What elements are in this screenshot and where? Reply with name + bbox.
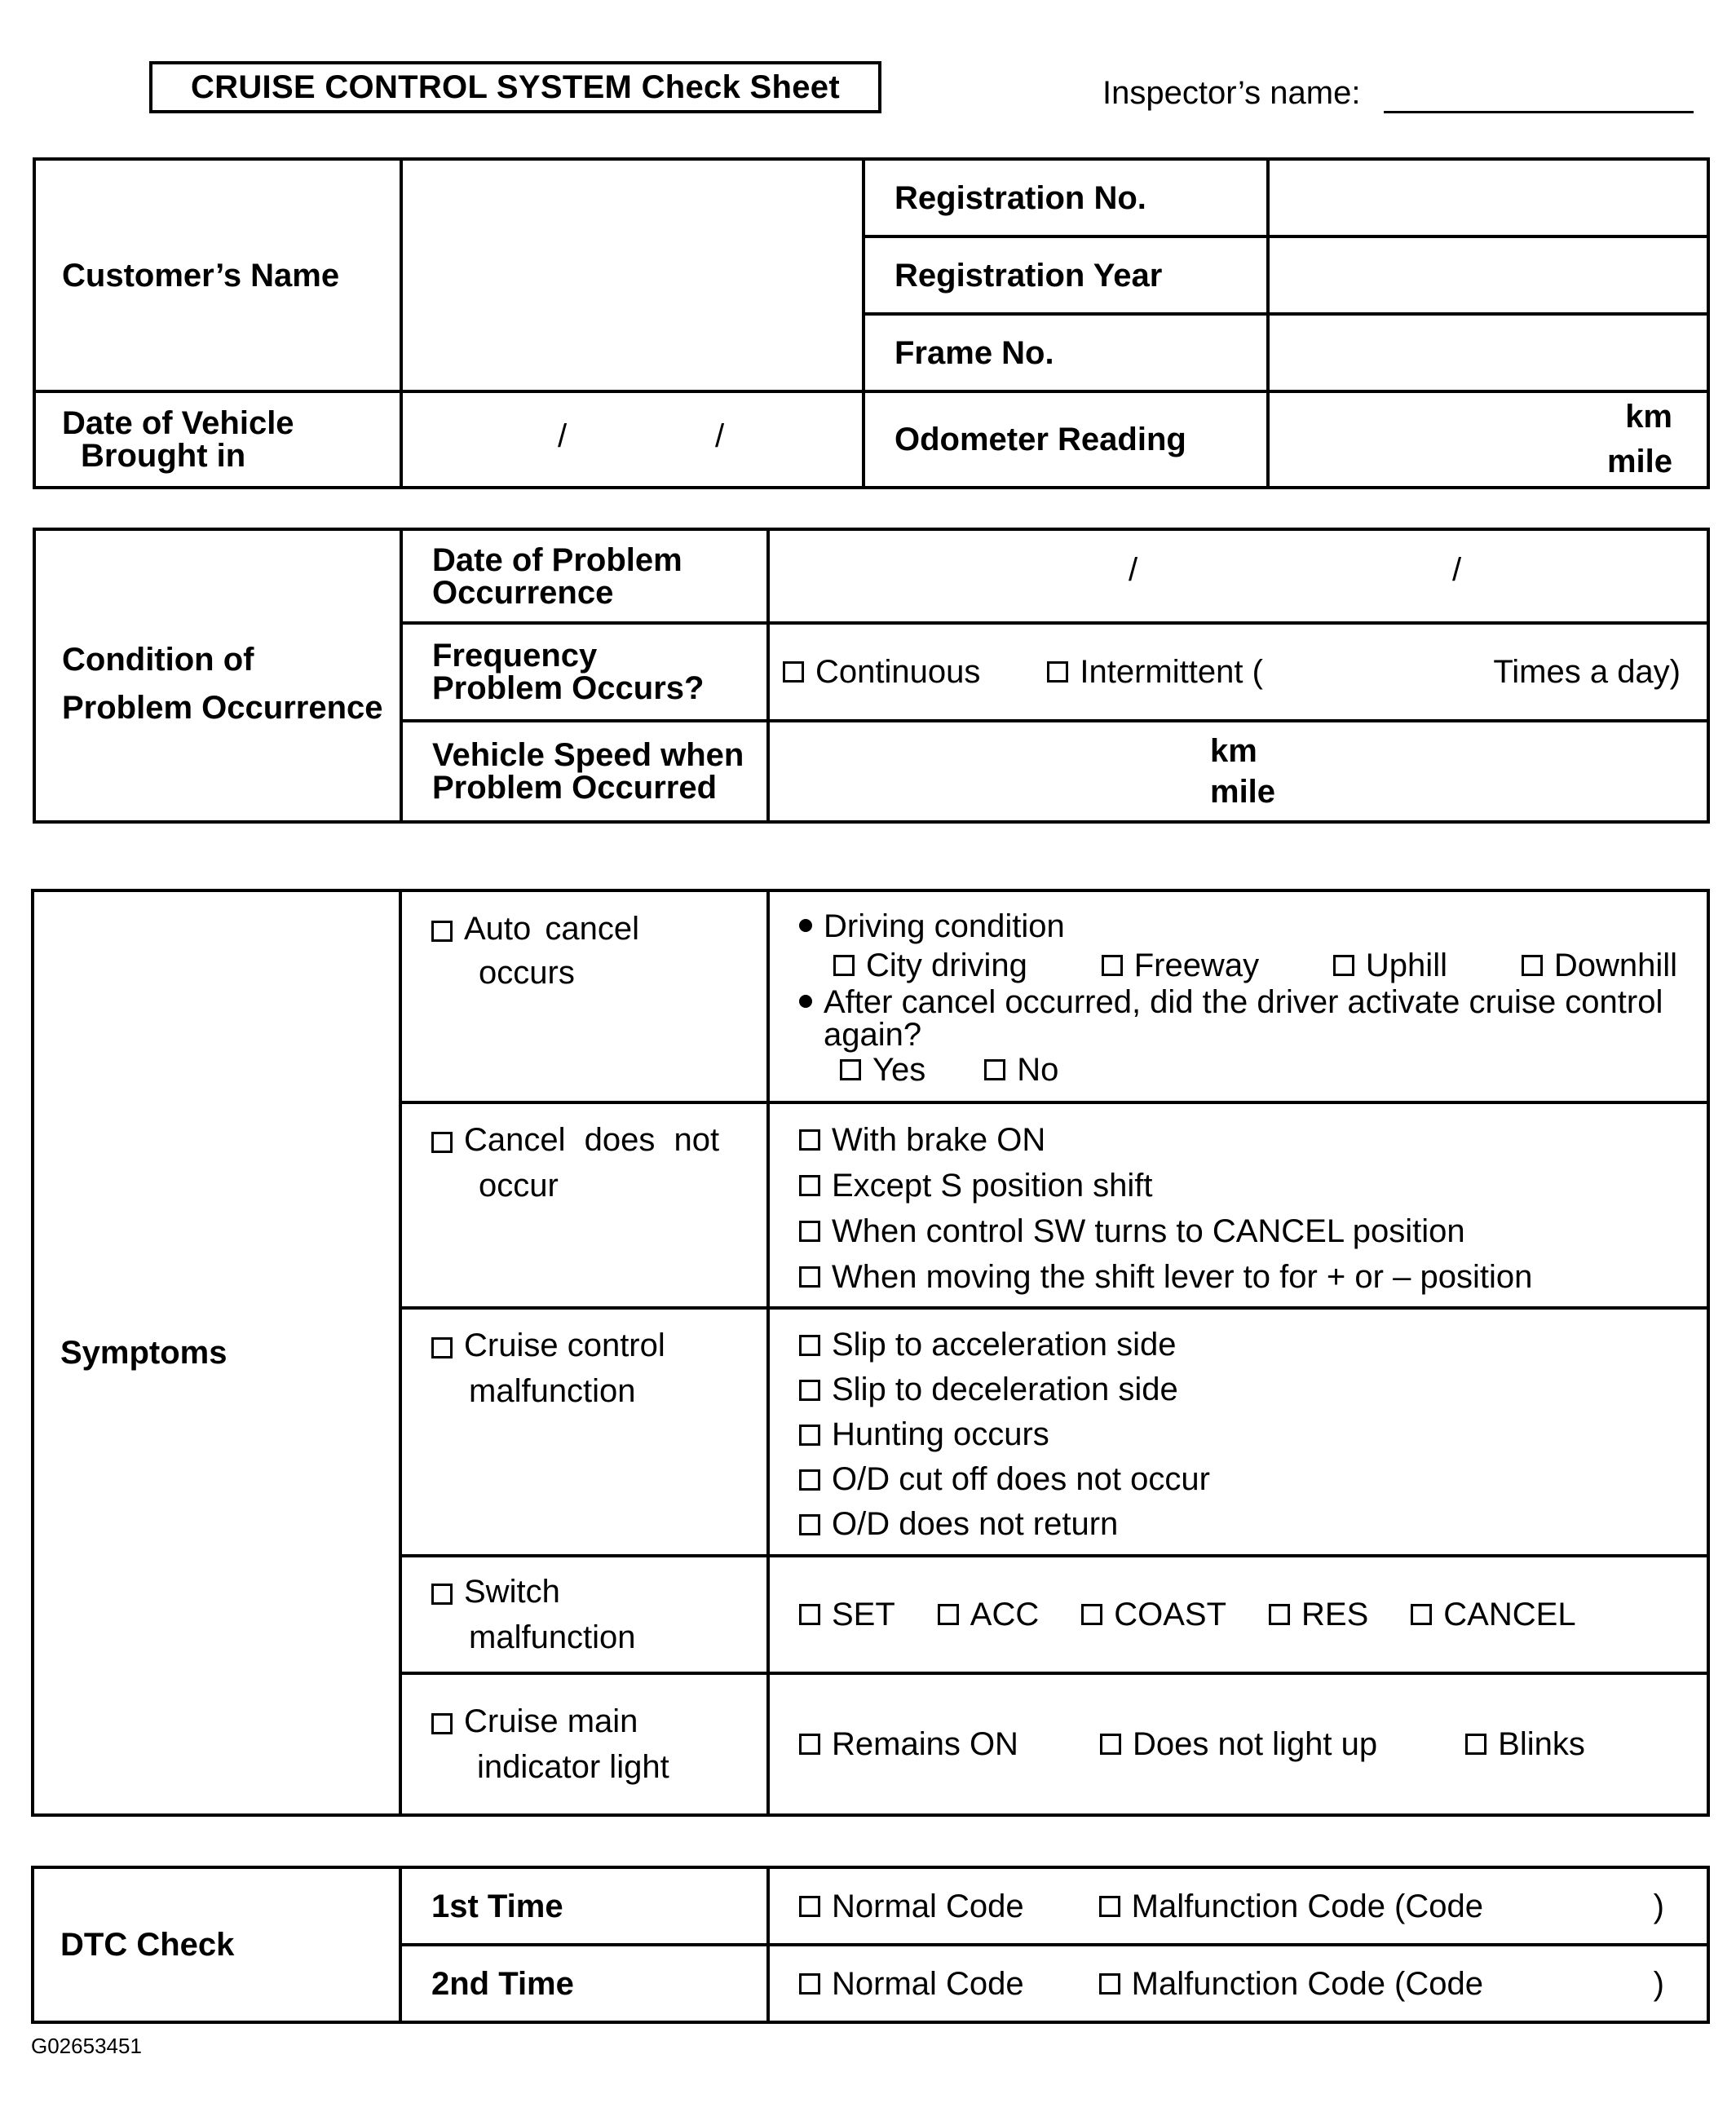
checkbox[interactable] — [799, 1896, 820, 1917]
checkbox[interactable] — [1269, 1604, 1290, 1625]
registration-no-field[interactable] — [1268, 159, 1708, 236]
problem-date-label: Date of Problem Occurrence — [401, 529, 768, 623]
remains-on-option[interactable]: Remains ON — [799, 1722, 1018, 1766]
odometer-label: Odometer Reading — [864, 391, 1268, 488]
checkbox[interactable] — [431, 1713, 453, 1734]
set-option[interactable]: SET — [799, 1593, 895, 1637]
coast-option[interactable]: COAST — [1081, 1593, 1226, 1637]
checkbox[interactable] — [1465, 1734, 1486, 1755]
checkbox[interactable] — [799, 1175, 820, 1196]
checkbox[interactable] — [799, 1129, 820, 1151]
unit-km: km — [1210, 733, 1257, 769]
except-s-position-option[interactable]: Except S position shift — [799, 1163, 1707, 1208]
frame-no-field[interactable] — [1268, 314, 1708, 391]
checkbox[interactable] — [1333, 955, 1354, 976]
checkbox[interactable] — [799, 1266, 820, 1288]
auto-cancel-details: Driving condition City driving Freeway Uphill Downhill After cancel occurred, did the driver activate cruise control again? Yes No — [768, 890, 1708, 1102]
cancel-switch-option[interactable]: CANCEL — [1411, 1593, 1575, 1637]
od-not-return-option[interactable]: O/D does not return — [799, 1502, 1707, 1547]
date-separator: / — [1129, 551, 1138, 588]
first-time-options — [768, 1867, 1708, 1945]
city-driving-option[interactable]: City driving — [833, 946, 1027, 985]
with-brake-on-option[interactable]: With brake ON — [799, 1117, 1707, 1163]
checkbox[interactable] — [1102, 955, 1123, 976]
downhill-option[interactable]: Downhill — [1522, 946, 1677, 985]
dtc-check-label: DTC Check — [33, 1867, 400, 2022]
slip-acceleration-option[interactable]: Slip to acceleration side — [799, 1323, 1707, 1367]
yes-option[interactable]: Yes — [840, 1050, 925, 1089]
checkbox[interactable] — [799, 1380, 820, 1401]
checkbox[interactable] — [833, 955, 855, 976]
checkbox[interactable] — [1100, 1734, 1121, 1755]
checkbox[interactable] — [1099, 1896, 1120, 1917]
checkbox[interactable] — [799, 1604, 820, 1625]
shift-lever-option[interactable]: When moving the shift lever to for + or – position — [799, 1254, 1707, 1300]
switch-malfunction-symptom[interactable]: Switch malfunction — [400, 1556, 768, 1673]
normal-code-option[interactable]: Normal Code — [799, 1962, 1024, 2006]
normal-code-option[interactable]: Normal Code — [799, 1884, 1024, 1928]
close-paren: ) — [1653, 1888, 1664, 1924]
checkbox[interactable] — [1099, 1973, 1120, 1995]
condition-table — [33, 528, 1710, 824]
checkbox[interactable] — [431, 1337, 453, 1358]
checkbox[interactable] — [1081, 1604, 1102, 1625]
auto-cancel-symptom[interactable]: Auto cancel occurs — [400, 890, 768, 1102]
does-not-light-option[interactable]: Does not light up — [1100, 1722, 1377, 1766]
checkbox[interactable] — [431, 1132, 453, 1153]
blinks-option[interactable]: Blinks — [1465, 1722, 1585, 1766]
od-cut-off-option[interactable]: O/D cut off does not occur — [799, 1457, 1707, 1502]
frequency-label: Frequency Problem Occurs? — [401, 623, 768, 721]
registration-year-label: Registration Year — [864, 236, 1268, 314]
malfunction-code-option[interactable]: Malfunction Code (Code — [1099, 1884, 1483, 1928]
condition-section-label: Condition of Problem Occurrence — [34, 529, 401, 822]
indicator-light-symptom[interactable]: Cruise main indicator light — [400, 1673, 768, 1815]
unit-mile: mile — [1606, 444, 1672, 479]
checkbox[interactable] — [799, 1221, 820, 1242]
vehicle-speed-label: Vehicle Speed when Problem Occurred — [401, 721, 768, 822]
customer-name-field[interactable] — [401, 159, 864, 391]
unit-mile: mile — [1210, 774, 1276, 810]
uphill-option[interactable]: Uphill — [1333, 946, 1447, 985]
sheet-title — [149, 61, 881, 113]
customer-name-label: Customer’s Name — [34, 159, 401, 391]
date-brought-in-field[interactable] — [401, 391, 864, 488]
date-separator: / — [558, 418, 568, 454]
date-brought-in-label: Date of Vehicle Brought in — [34, 391, 401, 488]
checkbox[interactable] — [799, 1425, 820, 1446]
checkbox[interactable] — [984, 1059, 1005, 1080]
first-time-label: 1st Time — [400, 1867, 768, 1945]
times-a-day-label: Times a day) — [1493, 654, 1681, 690]
dtc-check-table — [31, 1866, 1710, 2024]
checkbox[interactable] — [1047, 661, 1068, 683]
cancel-not-occur-options — [768, 1102, 1708, 1308]
checkbox[interactable] — [799, 1973, 820, 1995]
second-time-options — [768, 1945, 1708, 2022]
checkbox[interactable] — [799, 1469, 820, 1491]
registration-no-label: Registration No. — [864, 159, 1268, 236]
control-sw-cancel-option[interactable]: When control SW turns to CANCEL position — [799, 1208, 1707, 1254]
close-paren: ) — [1653, 1965, 1664, 2002]
switch-options — [768, 1556, 1708, 1673]
acc-option[interactable]: ACC — [938, 1593, 1039, 1637]
checkbox[interactable] — [431, 1584, 453, 1605]
indicator-options — [768, 1673, 1708, 1815]
checkbox[interactable] — [799, 1335, 820, 1356]
bullet-icon — [799, 919, 812, 932]
checkbox[interactable] — [799, 1514, 820, 1535]
second-time-label: 2nd Time — [400, 1945, 768, 2022]
cancel-not-occur-symptom[interactable]: Cancel does not occur — [400, 1102, 768, 1308]
inspector-label: Inspector’s name: — [1102, 75, 1361, 111]
unit-km: km — [1625, 399, 1672, 435]
malfunction-code-option[interactable]: Malfunction Code (Code — [1099, 1962, 1483, 2006]
vehicle-info-table — [33, 157, 1710, 489]
checkbox[interactable] — [938, 1604, 959, 1625]
no-option[interactable]: No — [984, 1050, 1058, 1089]
cruise-malfunction-options — [768, 1308, 1708, 1556]
res-option[interactable]: RES — [1269, 1593, 1368, 1637]
vehicle-speed-field[interactable] — [768, 721, 1708, 822]
date-separator: / — [715, 418, 725, 454]
checkbox[interactable] — [783, 661, 804, 683]
symptoms-section-label: Symptoms — [33, 890, 400, 1815]
odometer-field[interactable] — [1268, 391, 1708, 488]
frame-no-label: Frame No. — [864, 314, 1268, 391]
sheet-title-text: CRUISE CONTROL SYSTEM Check Sheet — [191, 68, 840, 105]
checkbox[interactable] — [1522, 955, 1543, 976]
continuous-option[interactable]: Continuous — [783, 650, 980, 694]
bullet-icon — [799, 995, 812, 1008]
freeway-option[interactable]: Freeway — [1102, 946, 1259, 985]
checkbox[interactable] — [840, 1059, 861, 1080]
problem-date-field[interactable] — [768, 529, 1708, 623]
slip-deceleration-option[interactable]: Slip to deceleration side — [799, 1367, 1707, 1412]
registration-year-field[interactable] — [1268, 236, 1708, 314]
frequency-options — [768, 623, 1708, 721]
symptoms-table — [31, 889, 1710, 1817]
checkbox[interactable] — [431, 921, 453, 942]
intermittent-option[interactable]: Intermittent ( — [1047, 650, 1263, 694]
inspector-name-field[interactable] — [1384, 111, 1694, 113]
checkbox[interactable] — [799, 1734, 820, 1755]
cruise-malfunction-symptom[interactable]: Cruise control malfunction — [400, 1308, 768, 1556]
figure-code: G02653451 — [31, 2034, 142, 2058]
hunting-option[interactable]: Hunting occurs — [799, 1412, 1707, 1457]
checkbox[interactable] — [1411, 1604, 1432, 1625]
date-separator: / — [1452, 551, 1462, 588]
